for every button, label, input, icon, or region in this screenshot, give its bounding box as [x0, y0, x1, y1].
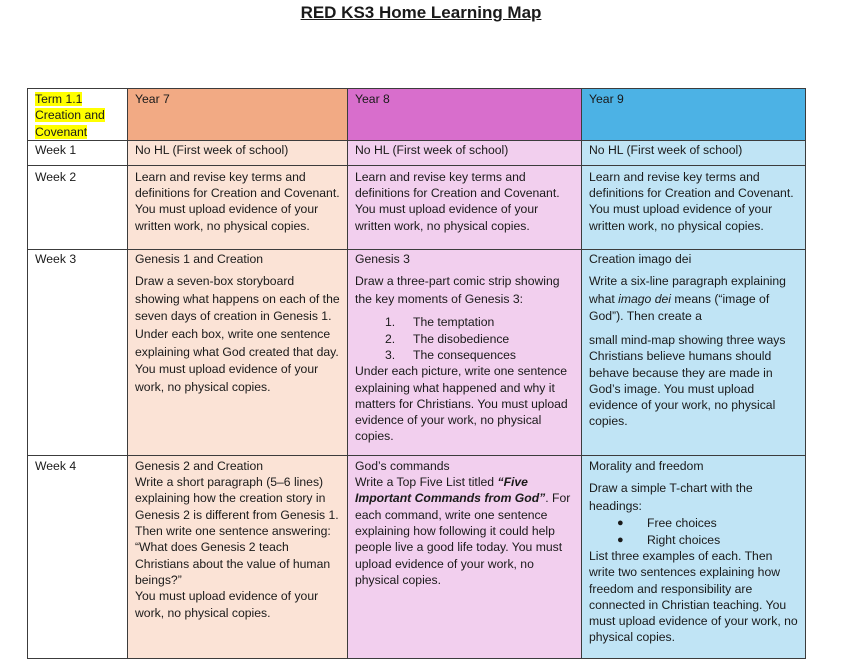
year7-task [128, 455, 348, 658]
task-body: small mind-map showing three ways Christians believe humans should behave because they are made in God’s image. You must upload evidence of your work, no physical copies. [589, 332, 786, 429]
task-body: Write a short paragraph (5–6 lines) explaining how the creation story in Genesis 2 is different from Genesis 1. Then write one sentence answering: “What does Genesis 2 teach Christians about the value of human beings?” [135, 475, 339, 587]
task-heading: Morality and freedom [589, 458, 704, 473]
task-body: List three examples of each. Then write two sentences explaining how freedom and responsibility are connected in Christian teaching. You must upload evidence of your work, no physical copies. [589, 548, 798, 645]
table-row [28, 249, 806, 455]
task-body: Write a Top Five List titled “Five Important Commands from God”. For each command, write one sentence explaining how following it could help people live a good life today. You must upload evidence of your work, no physical copies. [355, 475, 571, 587]
task-body: Under each picture, write one sentence explaining what happened and why it matters for Christians. You must upload evidence of your work, no physical copies. [355, 364, 568, 444]
task-heading: God’s commands [355, 458, 450, 473]
week-label: Week 3 [28, 249, 128, 455]
term-header-cell [28, 89, 128, 141]
week-label: Week 4 [28, 455, 128, 658]
task-body: Draw a simple T-chart with the headings: [589, 481, 753, 513]
year7-task: Learn and revise key terms and definitions for Creation and Covenant. You must upload evidence of your written work, no physical copies. [128, 165, 348, 249]
page-title: RED KS3 Home Learning Map [300, 3, 542, 22]
week-label: Week 1 [28, 140, 128, 165]
year8-header: Year 8 [348, 89, 582, 141]
task-heading: Genesis 3 [355, 251, 410, 266]
task-heading: Genesis 1 and Creation [135, 251, 264, 266]
task-bullets [589, 515, 799, 548]
task-body: Draw a seven-box storyboard showing what happens on each of the seven days of creation in Genesis 1. Under each box, write one sentence explaining what God created that day. You must upload evidence of your work, no physical copies. [135, 274, 340, 394]
task-body: You must upload evidence of your work, no physical copies. [135, 589, 319, 620]
task-list [355, 314, 575, 363]
list-item: 2. The disobedience [385, 331, 510, 346]
list-item: 3. The consequences [385, 347, 516, 362]
table-row [28, 165, 806, 249]
year7-task [128, 249, 348, 455]
year8-task [348, 249, 582, 455]
task-heading: Genesis 2 and Creation [135, 458, 264, 473]
table-header-row [28, 89, 806, 141]
task-body: Write a six-line paragraph explaining what imago dei means (“image of God”). Then create a [589, 274, 786, 324]
year7-task: No HL (First week of school) [128, 140, 348, 165]
table-row [28, 140, 806, 165]
list-item: 1. The temptation [385, 315, 495, 330]
list-item: ● Free choices [617, 516, 717, 531]
year9-task [582, 455, 806, 658]
week-label: Week 2 [28, 165, 128, 249]
year8-task: No HL (First week of school) [348, 140, 582, 165]
year7-header: Year 7 [128, 89, 348, 141]
task-heading: Creation imago dei [589, 251, 692, 266]
year9-task [582, 249, 806, 455]
term-label: Term 1.1 Creation and Covenant [35, 92, 105, 139]
year9-header: Year 9 [582, 89, 806, 141]
year9-task: Learn and revise key terms and definitions for Creation and Covenant. You must upload evidence of your written work, no physical copies. [582, 165, 806, 249]
task-body: Draw a three-part comic strip showing the key moments of Genesis 3: [355, 274, 560, 306]
year8-task [348, 455, 582, 658]
year8-task: Learn and revise key terms and definitions for Creation and Covenant. You must upload evidence of your written work, no physical copies. [348, 165, 582, 249]
list-item: ● Right choices [617, 532, 721, 547]
learning-map-table [27, 88, 806, 659]
table-row [28, 455, 806, 658]
year9-task: No HL (First week of school) [582, 140, 806, 165]
